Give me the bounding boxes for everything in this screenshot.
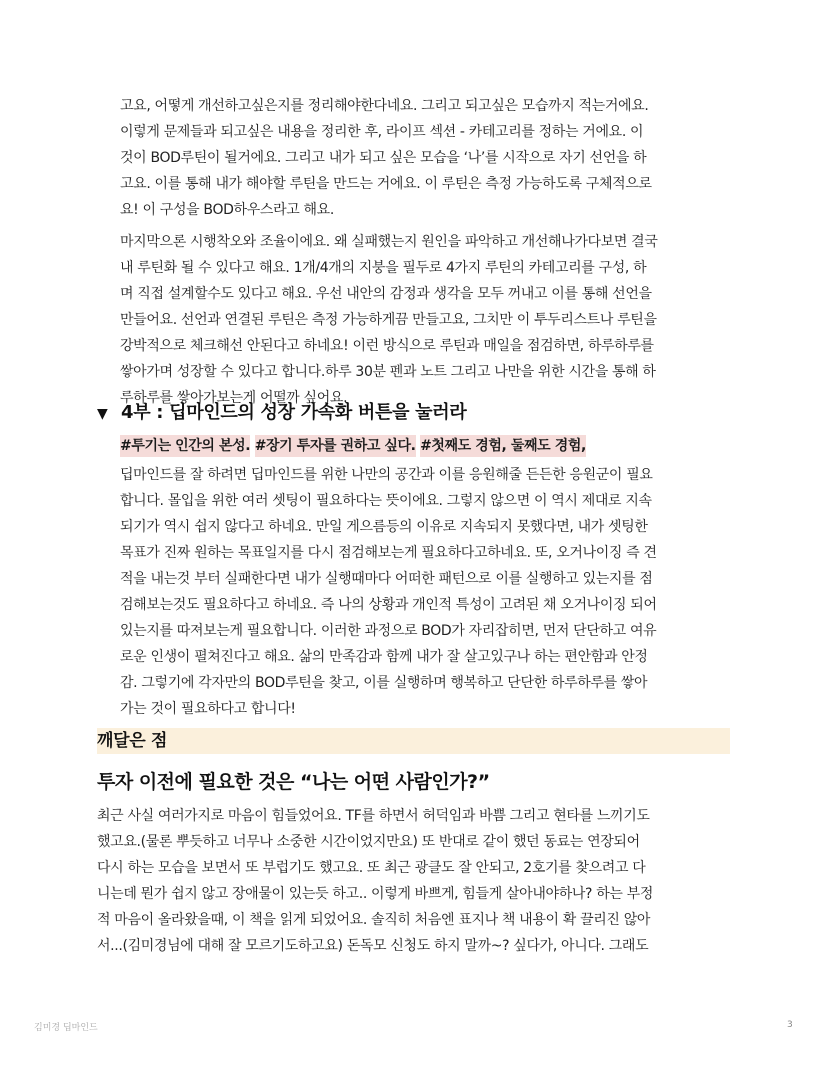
text-line: 서...(김미경님에 대해 잘 모르기도하고요) 돈독모 신청도 하지 말까~? 싶다가, 아니다. 그래도 — [97, 938, 649, 954]
callout-background — [97, 728, 730, 754]
text-line: 합니다. 몰입을 위한 여러 셋팅이 필요하다는 뜻이에요. 그렇지 않으면 이 역시 제대로 지속 — [120, 493, 652, 509]
text-line: 요! 이 구성을 BOD하우스라고 해요. — [120, 202, 334, 218]
text-line: 것이 BOD루틴이 될거에요. 그리고 내가 되고 싶은 모습을 ‘나’를 시작으로 자기 선언을 하 — [120, 150, 647, 166]
text-line: 니는데 뭔가 쉽지 않고 장애물이 있는듯 하고.. 이렇게 바쁘게, 힘들게 살아내야하나? 하는 부정 — [97, 886, 654, 902]
hashtag-row — [120, 434, 586, 458]
text-line: 만들어요. 선언과 연결된 루틴은 측정 가능하게끔 만들고요, 그치만 이 투두리스트나 루틴을 — [120, 312, 657, 328]
text-line: 며 직접 설계할수도 있다고 해요. 우선 내안의 감정과 생각을 모두 꺼내고 이를 통해 선언을 — [120, 286, 652, 302]
text-line: 최근 사실 여러가지로 마음이 힘들었어요. TF를 하면서 허덕임과 바쁨 그리고 현타를 느끼기도 — [97, 808, 650, 824]
section-heading: 투자 이전에 필요한 것은 “나는 어떤 사람인가?” — [97, 771, 490, 793]
text-line: 감. 그렇기에 각자만의 BOD루틴을 찾고, 이를 실행하며 행복하고 단단한 하루하루를 쌓아 — [120, 675, 648, 691]
paragraph-deepmind-setup — [120, 462, 732, 722]
paragraph-reflection — [97, 803, 737, 959]
text-line: 가는 것이 필요하다고 합니다! — [120, 701, 296, 717]
text-line: 되기가 역시 쉽지 않다고 하네요. 만일 게으름등의 이유로 지속되지 못했다면, 내가 셋팅한 — [120, 519, 648, 535]
footer-title: 김미경 딥마인드 — [34, 1023, 98, 1033]
paragraph-trial-and-error — [120, 229, 732, 411]
hashtag-highlight: #장기 투자를 권하고 싶다. — [255, 435, 416, 457]
text-line: 이렇게 문제들과 되고싶은 내용을 정리한 후, 라이프 섹션 - 카테고리를 정하는 거에요. 이 — [120, 124, 644, 140]
hashtag-highlight: #투기는 인간의 본성. — [120, 435, 250, 457]
text-line: 내 루틴화 될 수 있다고 해요. 1개/4개의 지붕을 필두로 4가지 루틴의 카테고리를 구성, 하 — [120, 260, 647, 276]
toggle-triangle-icon[interactable]: ▼ — [97, 406, 108, 422]
text-line: 루하루를 쌓아가보는게 어떨까 싶어요. — [120, 390, 348, 406]
text-line: 검해보는것도 필요하다고 하네요. 즉 나의 상황과 개인적 특성이 고려된 채 오거나이징 되어 — [120, 597, 657, 613]
text-line: 고요. 이를 통해 내가 해야할 루틴을 만드는 거에요. 이 루틴은 측정 가능하도록 구체적으로 — [120, 176, 652, 192]
text-line: 로운 인생이 펼쳐진다고 해요. 삶의 만족감과 함께 내가 잘 살고있구나 하는 편안함과 안정 — [120, 649, 648, 665]
text-line: 고요, 어떻게 개선하고싶은지를 정리해야한다네요. 그리고 되고싶은 모습까지 적는거에요. — [120, 98, 649, 114]
toggle-heading-part4[interactable] — [97, 398, 466, 428]
text-line: 딥마인드를 잘 하려면 딥마인드를 위한 나만의 공간과 이를 응원해줄 든든한 응원군이 필요 — [120, 467, 653, 483]
text-line: 마지막으론 시행착오와 조율이에요. 왜 실패했는지 원인을 파악하고 개선해나가다보면 결국 — [120, 234, 658, 250]
paragraph-bod-house — [120, 93, 732, 223]
callout-heading: 깨달은 점 — [97, 731, 168, 751]
text-line: 적을 내는것 부터 실패한다면 내가 실행때마다 어떠한 패턴으로 이를 실행하고 있는지를 점 — [120, 571, 653, 587]
page-number: 3 — [787, 1020, 793, 1030]
text-line: 목표가 진짜 원하는 목표일지를 다시 점검해보는게 필요하다고하네요. 또, 오거나이징 즉 견 — [120, 545, 657, 561]
text-line: 강박적으로 체크해선 안된다고 하네요! 이런 방식으로 루틴과 매일을 점검하면, 하루하루를 — [120, 338, 654, 354]
text-line: 했고요.(물론 뿌듯하고 너무나 소중한 시간이었지만요) 또 반대로 같이 했던 동료는 연장되어 — [97, 834, 640, 850]
part4-title: 4부 : 딥마인드의 성장 가속화 버튼을 눌러라 — [121, 402, 467, 423]
text-line: 다시 하는 모습을 보면서 또 부럽기도 했고요. 또 최근 광클도 잘 안되고, 2호기를 찾으려고 다 — [97, 860, 646, 876]
text-line: 적 마음이 올라왔을때, 이 책을 읽게 되었어요. 솔직히 처음엔 표지나 책 내용이 확 끌리진 않아 — [97, 912, 651, 928]
text-line: 있는지를 따져보는게 필요합니다. 이러한 과정으로 BOD가 자리잡히면, 먼저 단단하고 여유 — [120, 623, 657, 639]
hashtag-highlight: #첫째도 경험, 둘째도 경험, — [420, 435, 586, 457]
text-line: 쌓아가며 성장할 수 있다고 합니다.하루 30분 펜과 노트 그리고 나만을 위한 시간을 통해 하 — [120, 364, 656, 380]
